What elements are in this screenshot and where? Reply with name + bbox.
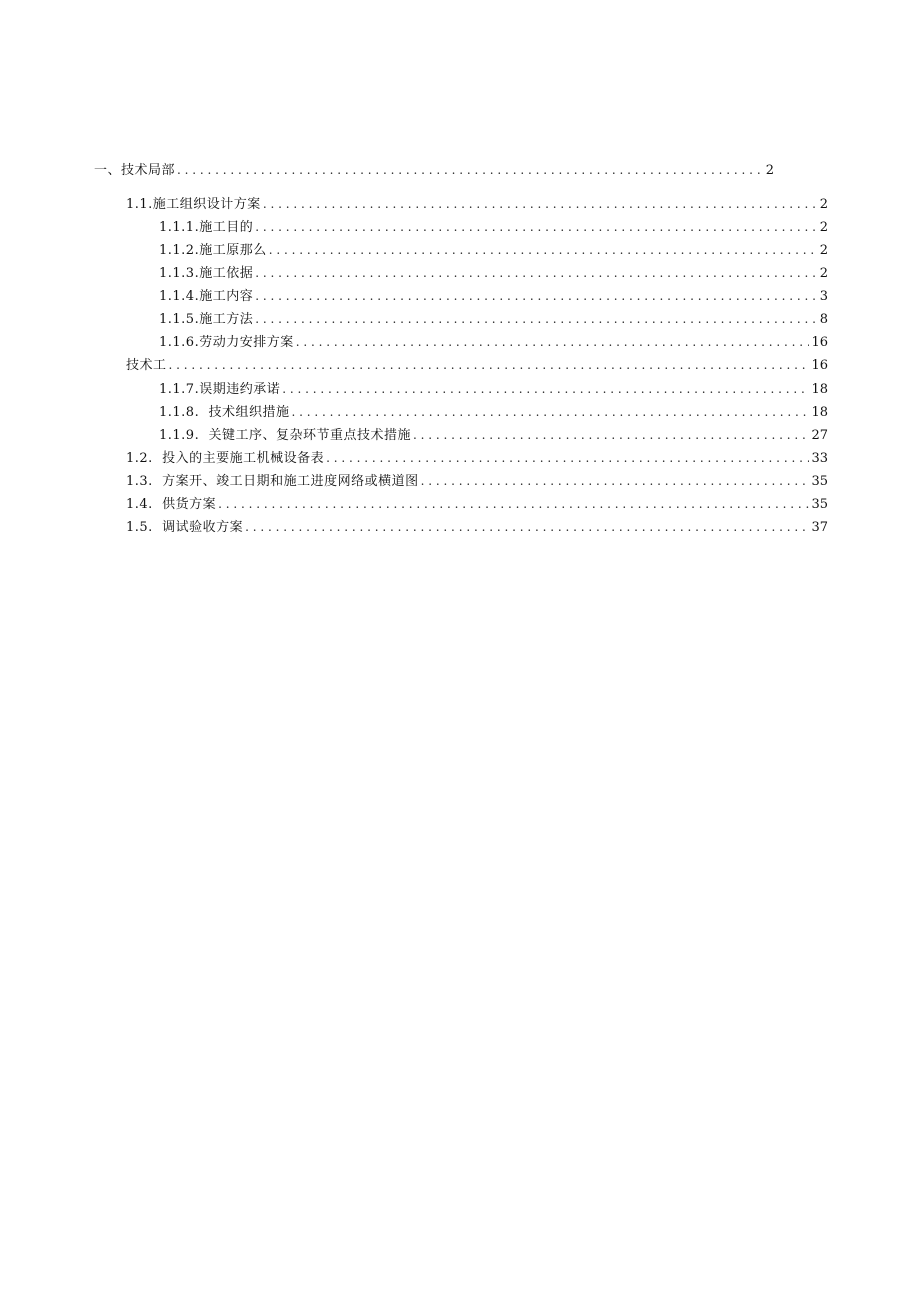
- toc-dot-leader: [326, 447, 809, 469]
- toc-entry-page: 37: [811, 520, 828, 535]
- toc-entry-title: 1.1.4.施工内容: [159, 289, 254, 304]
- toc-entry-title: 1.1.6.劳动力安排方案: [159, 335, 294, 350]
- toc-entry-page: 3: [819, 289, 828, 304]
- toc-dot-leader: [255, 285, 818, 307]
- toc-dot-leader: [421, 470, 810, 492]
- toc-entry-page: 8: [819, 312, 828, 327]
- toc-entry-page: 16: [811, 335, 828, 350]
- toc-dot-leader: [255, 308, 818, 330]
- toc-dot-leader: [255, 216, 818, 238]
- toc-entry-title: 1.5. 调试验收方案: [126, 520, 244, 535]
- toc-dot-leader: [218, 493, 809, 515]
- toc-dot-leader: [245, 516, 809, 538]
- toc-entry-title: 1.1.8. 技术组织措施: [159, 405, 290, 420]
- toc-entry-page: 18: [811, 382, 828, 397]
- toc-dot-leader: [269, 239, 818, 261]
- toc-entry-title: 1.1.2.施工原那么: [159, 243, 267, 258]
- toc-entry[interactable]: [159, 424, 828, 446]
- toc-entry[interactable]: [126, 193, 828, 215]
- toc-entry-page: 16: [811, 358, 828, 373]
- toc-entry[interactable]: [159, 401, 828, 423]
- toc-entry-title: 1.1.7.误期违约承诺: [159, 382, 281, 397]
- toc-entry[interactable]: [159, 378, 828, 400]
- toc-entry[interactable]: [94, 159, 774, 181]
- toc-entry-title: 1.1.9. 关键工序、复杂环节重点技术措施: [159, 428, 411, 443]
- toc-entry[interactable]: [126, 493, 828, 515]
- toc-entry[interactable]: [159, 331, 828, 353]
- toc-entry-page: 27: [811, 428, 828, 443]
- toc-entry-title: 技术工: [126, 358, 167, 373]
- toc-entry-title: 1.1.1.施工目的: [159, 220, 254, 235]
- toc-entry[interactable]: [126, 470, 828, 492]
- toc-entry-page: 35: [811, 474, 828, 489]
- toc-entry-title: 1.4. 供货方案: [126, 497, 217, 512]
- toc-dot-leader: [263, 193, 818, 215]
- toc-entry-page: 33: [811, 451, 828, 466]
- toc-dot-leader: [413, 424, 809, 446]
- toc-entry[interactable]: [159, 308, 828, 330]
- toc-entry[interactable]: [159, 216, 828, 238]
- toc-dot-leader: [255, 262, 818, 284]
- toc-dot-leader: [169, 354, 810, 376]
- toc-dot-leader: [291, 401, 809, 423]
- toc-entry-title: 1.1.施工组织设计方案: [126, 197, 261, 212]
- toc-entry-page: 2: [819, 197, 828, 212]
- toc-entry[interactable]: [126, 354, 828, 376]
- toc-entry-page: 2: [819, 243, 828, 258]
- toc-entry-title: 1.1.3.施工依据: [159, 266, 254, 281]
- toc-entry[interactable]: [159, 239, 828, 261]
- toc-entry-title: 一、技术局部: [94, 163, 176, 178]
- toc-entry-title: 1.1.5.施工方法: [159, 312, 254, 327]
- toc-entry[interactable]: [126, 516, 828, 538]
- toc-entry-page: 18: [811, 405, 828, 420]
- toc-entry-page: 35: [811, 497, 828, 512]
- toc-entry-title: 1.2. 投入的主要施工机械设备表: [126, 451, 325, 466]
- toc-entry-title: 1.3. 方案开、竣工日期和施工进度网络或横道图: [126, 474, 419, 489]
- toc-entry[interactable]: [159, 285, 828, 307]
- toc-dot-leader: [177, 159, 764, 181]
- toc-entry[interactable]: [159, 262, 828, 284]
- toc-dot-leader: [296, 331, 810, 353]
- toc-entry-page: 2: [765, 163, 774, 178]
- toc-entry[interactable]: [126, 447, 828, 469]
- toc-dot-leader: [282, 378, 809, 400]
- toc-entry-page: 2: [819, 266, 828, 281]
- toc-entry-page: 2: [819, 220, 828, 235]
